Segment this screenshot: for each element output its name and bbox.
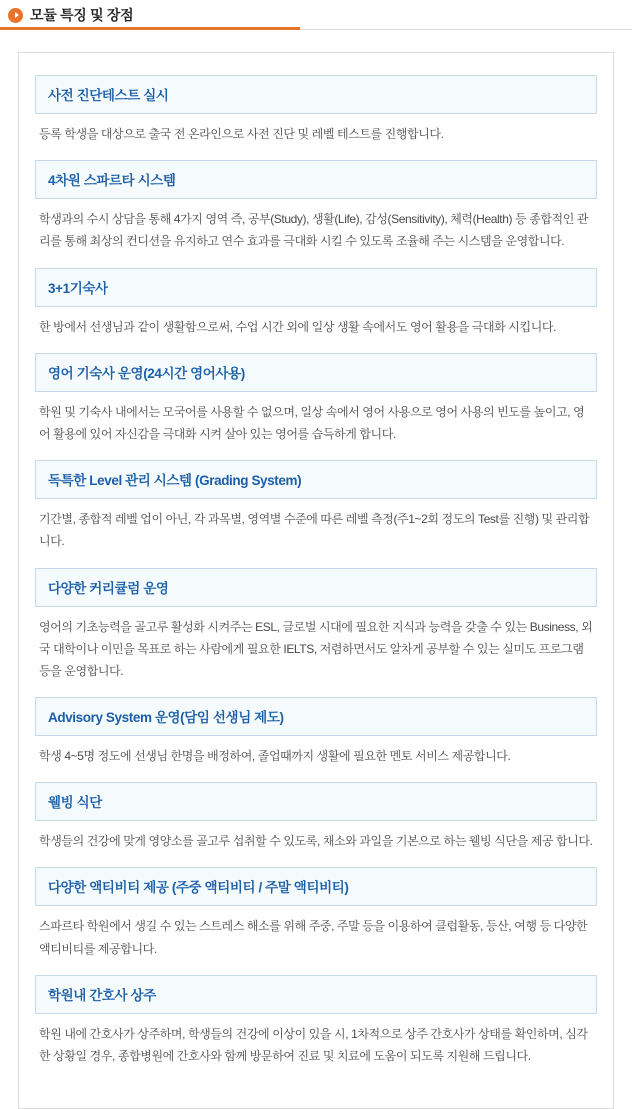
feature-title: 4차원 스파르타 시스템 bbox=[35, 160, 597, 199]
feature-description: 기간별, 종합적 레벨 업이 아닌, 각 과목별, 영역별 수준에 따른 레벨 측정(주1~2회 정도의 Test를 진행) 및 관리합니다. bbox=[39, 512, 590, 549]
feature-block bbox=[35, 268, 597, 349]
feature-block bbox=[35, 75, 597, 156]
feature-title: 영어 기숙사 운영(24시간 영어사용) bbox=[35, 353, 597, 392]
feature-description: 학생 4~5명 정도에 선생님 한명을 배정하여, 졸업때까지 생활에 필요한 멘토 서비스 제공합니다. bbox=[39, 749, 511, 764]
feature-block bbox=[35, 782, 597, 863]
header-divider bbox=[0, 27, 632, 30]
feature-block bbox=[35, 975, 597, 1078]
feature-description: 등록 학생을 대상으로 출국 전 온라인으로 사전 진단 및 레벨 테스트를 진행합니다. bbox=[39, 127, 444, 141]
feature-block bbox=[35, 160, 597, 263]
feature-title: 다양한 액티비티 제공 (주중 액티비티 / 주말 액티비티) bbox=[35, 867, 597, 906]
feature-title: 3+1기숙사 bbox=[35, 268, 597, 307]
feature-block bbox=[35, 568, 597, 694]
feature-description: 학생들의 건강에 맞게 영양소를 골고루 섭취할 수 있도록, 채소와 과일을 기본으로 하는 웰빙 식단을 제공 합니다. bbox=[39, 834, 593, 849]
page-header bbox=[0, 0, 632, 30]
feature-description: 학원 내에 간호사가 상주하며, 학생들의 건강에 이상이 있을 시, 1차적으로 상주 간호사가 상태를 확인하며, 심각한 상황일 경우, 종합병원에 간호사와 함께 방문하여 진료 및 치료에 도움이 되도록 지원해 드립니다. bbox=[39, 1026, 588, 1063]
page-title: 모듈 특징 및 장점 bbox=[30, 7, 134, 23]
feature-list-panel bbox=[18, 52, 614, 1109]
header-rule-accent bbox=[0, 27, 300, 30]
feature-title: 웰빙 식단 bbox=[35, 782, 597, 821]
feature-title: 학원내 간호사 상주 bbox=[35, 975, 597, 1014]
play-arrow-icon bbox=[8, 8, 23, 23]
feature-title: 사전 진단테스트 실시 bbox=[35, 75, 597, 114]
feature-block bbox=[35, 867, 597, 970]
feature-block bbox=[35, 353, 597, 456]
feature-block bbox=[35, 460, 597, 563]
feature-description: 한 방에서 선생님과 같이 생활함으로써, 수업 시간 외에 일상 생활 속에서도 영어 활용을 극대화 시킵니다. bbox=[39, 319, 557, 334]
feature-description: 학생과의 수시 상담을 통해 4가지 영역 즉, 공부(Study), 생활(Life), 감성(Sensitivity), 체력(Health) 등 종합적인 관리를 통해 최상의 컨디션을 유지하고 연수 효과를 극대화 시킬 수 있도록 조율해 주는 시스템을 운영합니다. bbox=[39, 212, 589, 249]
feature-block bbox=[35, 697, 597, 778]
feature-description: 학원 및 기숙사 내에서는 모국어를 사용할 수 없으며, 일상 속에서 영어 사용으로 영어 사용의 빈도를 높이고, 영어 활용에 있어 자신감을 극대화 시켜 살아 있는 영어를 습득하게 합니다. bbox=[39, 404, 585, 441]
feature-title: Advisory System 운영(담임 선생님 제도) bbox=[35, 697, 597, 736]
feature-description: 영어의 기초능력을 골고루 활성화 시켜주는 ESL, 글로벌 시대에 필요한 지식과 능력을 갖출 수 있는 Business, 외국 대학이나 이민을 목표로 하는 사람에게 필요한 IELTS, 저렴하면서도 알차게 공부할 수 있는 실미도 프로그램 등을 운영합니다. bbox=[39, 619, 593, 678]
feature-title: 다양한 커리큘럼 운영 bbox=[35, 568, 597, 607]
feature-description: 스파르타 학원에서 생길 수 있는 스트레스 해소를 위해 주중, 주말 등을 이용하여 클럽활동, 등산, 여행 등 다양한 액티비티를 제공합니다. bbox=[39, 919, 588, 956]
feature-title: 독특한 Level 관리 시스템 (Grading System) bbox=[35, 460, 597, 499]
